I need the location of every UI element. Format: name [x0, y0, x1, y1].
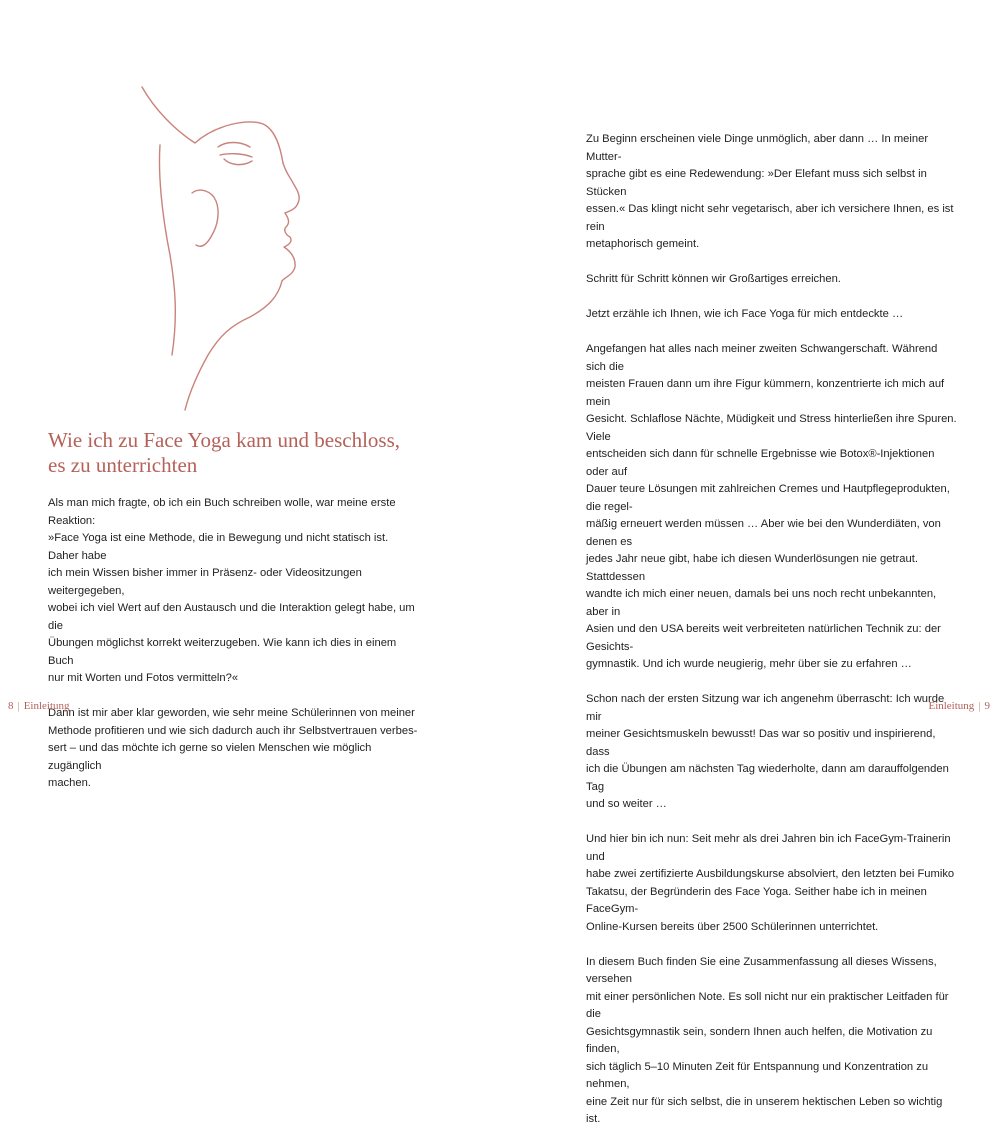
text-line: mit einer persönlichen Note. Es soll nicht nur ein praktischer Leitfaden für die [586, 990, 949, 1020]
chapter-title [48, 428, 468, 478]
page-number: 8 [8, 700, 14, 712]
paragraph [586, 131, 957, 254]
left-page [0, 0, 500, 800]
text-line: meiner Gesichtsmuskeln bewusst! Das war so positiv und inspirierend, dass [586, 728, 936, 758]
chapter-title-line: es zu unterrichten [48, 453, 198, 477]
section-label: Einleitung [928, 700, 975, 712]
text-line: machen. [48, 777, 91, 789]
text-line: »Face Yoga ist eine Methode, die in Bewegung und nicht statisch ist. Daher habe [48, 532, 389, 562]
text-line: Jetzt erzähle ich Ihnen, wie ich Face Yoga für mich entdeckte … [586, 308, 904, 320]
text-line: essen.« Das klingt nicht sehr vegetarisch, aber ich versichere Ihnen, es ist rein [586, 203, 954, 233]
text-line: sich täglich 5–10 Minuten Zeit für Entspannung und Konzentration zu nehmen, [586, 1060, 929, 1090]
text-line: Als man mich fragte, ob ich ein Buch schreiben wolle, war meine erste Reaktion: [48, 497, 396, 527]
section-label: Einleitung [23, 700, 70, 712]
paragraph [586, 831, 957, 936]
text-line: jedes Jahr neue gibt, habe ich diesen Wunderlösungen nie getraut. Stattdessen [586, 553, 918, 583]
paragraph [48, 495, 420, 688]
text-line: habe zwei zertifizierte Ausbildungskurse absolviert, den letzten bei Fumiko [586, 868, 955, 880]
paragraph [586, 271, 957, 289]
text-line: nur mit Worten und Fotos vermitteln?« [48, 672, 239, 684]
text-line: sprache gibt es eine Redewendung: »Der Elefant muss sich selbst in Stücken [586, 168, 927, 198]
footer-separator: | [978, 700, 981, 712]
chapter-title-line: Wie ich zu Face Yoga kam und beschloss, [48, 428, 401, 452]
paragraph [586, 954, 957, 1129]
text-line: Übungen möglichst korrekt weiterzugeben. Wie kann ich dies in einem Buch [48, 637, 397, 667]
text-line: Gesichtsgymnastik sein, sondern Ihnen auch helfen, die Motivation zu finden, [586, 1025, 933, 1055]
text-line: sert – und das möchte ich gerne so vielen Menschen wie möglich zugänglich [48, 742, 372, 772]
text-line: Takatsu, der Begründerin des Face Yoga. Seither habe ich in meinen FaceGym- [586, 885, 927, 915]
text-line: Schritt für Schritt können wir Großartiges erreichen. [586, 273, 841, 285]
text-line: Schon nach der ersten Sitzung war ich angenehm überrascht: Ich wurde mir [586, 693, 945, 723]
paragraph [586, 691, 957, 814]
text-line: eine Zeit nur für sich selbst, die in unserem hektischen Leben so wichtig ist. [586, 1095, 943, 1125]
text-line: entscheiden sich dann für schnelle Ergebnisse wie Botox®-Injektionen oder auf [586, 448, 935, 478]
paragraph [586, 306, 957, 324]
text-line: Online-Kursen bereits über 2500 Schülerinnen unterrichtet. [586, 920, 879, 933]
text-line: metaphorisch gemeint. [586, 238, 700, 250]
text-line: Angefangen hat alles nach meiner zweiten Schwangerschaft. Während sich die [586, 343, 938, 373]
text-line: wobei ich viel Wert auf den Austausch und die Interaktion gelegt habe, um die [48, 602, 415, 632]
right-page [500, 0, 1000, 1125]
paragraph [48, 705, 420, 793]
woman-face-profile-line-drawing-icon [100, 85, 340, 415]
text-line: meisten Frauen dann um ihre Figur kümmern, konzentrierte ich mich auf mein [586, 378, 945, 408]
footer-separator: | [17, 700, 20, 712]
text-line: Methode profitieren und wie sich dadurch auch ihr Selbstvertrauen verbes- [48, 724, 418, 737]
text-line: Dann ist mir aber klar geworden, wie sehr meine Schülerinnen von meiner [48, 707, 415, 719]
left-body-text [48, 495, 420, 793]
text-line: mäßig erneuert werden müssen … Aber wie bei den Wunderdiäten, von denen es [586, 518, 941, 548]
text-line: Asien und den USA bereits weit verbreiteten natürlichen Technik zu: der Gesichts- [586, 623, 941, 653]
page-number: 9 [984, 700, 990, 712]
text-line: gymnastik. Und ich wurde neugierig, mehr über sie zu erfahren … [586, 658, 912, 670]
text-line: wandte ich mich einer neuen, damals bei uns noch recht unbekannten, aber in [586, 588, 937, 618]
text-line: Dauer teure Lösungen mit zahlreichen Cremes und Hautpflegeprodukten, die regel- [586, 483, 950, 513]
text-line: Zu Beginn erscheinen viele Dinge unmöglich, aber dann … In meiner Mutter- [586, 133, 929, 163]
paragraph [586, 341, 957, 674]
text-line: ich die Übungen am nächsten Tag wiederholte, dann am darauffolgenden Tag [586, 763, 949, 793]
page-footer-left [8, 700, 70, 712]
text-line: Und hier bin ich nun: Seit mehr als drei Jahren bin ich FaceGym-Trainerin und [586, 833, 951, 863]
text-line: In diesem Buch finden Sie eine Zusammenfassung all dieses Wissens, versehen [586, 955, 937, 985]
text-line: ich mein Wissen bisher immer in Präsenz- oder Videositzungen weitergegeben, [48, 567, 362, 597]
text-line: Gesicht. Schlaflose Nächte, Müdigkeit und Stress hinterließen ihre Spuren. Viele [586, 413, 957, 443]
right-body-text [586, 131, 957, 1129]
page-footer-right [928, 700, 990, 712]
text-line: und so weiter … [586, 798, 667, 810]
